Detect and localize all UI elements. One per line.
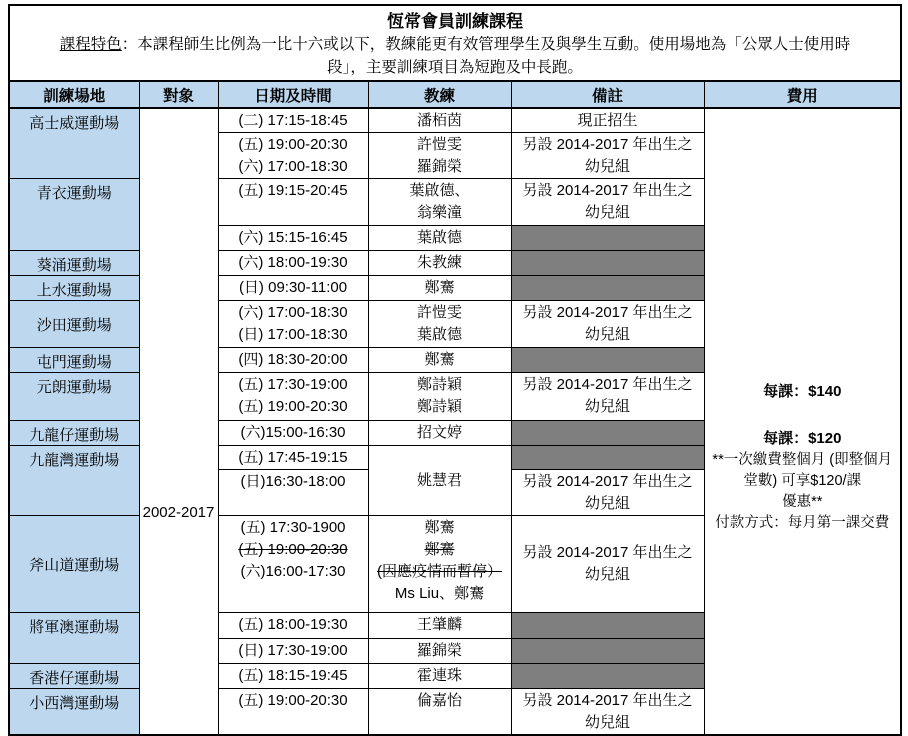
remark-cell-unavailable [511,251,704,276]
coach-name: 鄭騫 [424,519,455,536]
coach-cell [368,613,511,639]
venue-cell [9,108,139,179]
remark-text: 另設 2014-2017 年出生之 [522,692,693,709]
venue-cell [9,664,139,689]
remark-text: 另設 2014-2017 年出生之 [522,376,693,393]
remark-cell [511,689,704,736]
fee-discount-note: **一次繳費整個月 (即整個月 [712,452,893,468]
coach-name: 鄭騫 [424,279,455,296]
target-group-value: 2002-2017 [142,504,215,521]
coach-cell [368,664,511,689]
column-header-target: 對象 [139,81,218,108]
remark-text: 幼兒組 [584,495,630,512]
venue-cell [9,516,139,613]
fee-price-120: 每課：$120 [763,430,842,447]
time-text: (五) 17:30-19:00 [238,376,348,393]
column-header-fee: 費用 [704,81,901,108]
remark-cell-unavailable [511,276,704,301]
fee-discount-note: 堂數) 可享$120/課 [743,473,862,489]
venue-name: 葵涌運動場 [36,257,112,274]
remark-cell-unavailable [511,664,704,689]
coach-name: 潘栢茵 [416,112,462,129]
time-text: (日) 17:30-19:00 [238,642,348,659]
remark-cell-unavailable [511,421,704,446]
time-cell [218,613,368,639]
fee-payment-note: 付款方式：每月第一課交費 [715,515,890,531]
time-text: (六) 18:00-19:30 [238,254,348,271]
time-text: (五) 19:00-20:30 [238,398,348,415]
venue-cell [9,421,139,446]
fee-price-140: 每課：$140 [763,383,842,400]
time-text: (五) 19:00-20:30 [238,541,348,558]
venue-name: 香港仔運動場 [29,670,120,687]
time-cell [218,421,368,446]
time-text: (日)16:30-18:00 [240,473,346,490]
coach-cell [368,689,511,736]
remark-cell [511,373,704,421]
remark-text: 幼兒組 [584,714,630,731]
title-row [9,5,901,32]
coach-name: 翁樂潼 [416,204,462,221]
time-cell [218,133,368,179]
time-text: (日) 17:00-18:30 [238,326,348,343]
column-header-venue: 訓練場地 [9,81,139,108]
venue-cell [9,348,139,373]
fee-cell [704,108,901,735]
coach-name: 倫嘉怡 [416,692,462,709]
remark-text: 幼兒組 [584,158,630,175]
remark-text: 幼兒組 [584,398,630,415]
remark-cell-unavailable [511,348,704,373]
fee-discount-note: 優惠** [782,494,823,510]
venue-cell [9,251,139,276]
time-cell [218,276,368,301]
description-text-1: ：本課程師生比例為一比十六或以下，教練能更有效管理學生及與學生互動。使用場地為「公眾人士使用時 [121,36,851,53]
target-group-cell [139,108,218,735]
remark-cell [511,133,704,179]
coach-name: 許愷雯 [416,304,462,321]
remark-cell [511,108,704,133]
time-cell [218,664,368,689]
coach-name: 招文婷 [416,424,462,441]
description-line-2: 段」，主要訓練項目為短跑及中長跑。 [327,59,583,76]
venue-name: 青衣運動場 [36,185,112,202]
coach-name: 許愷雯 [416,136,462,153]
coach-cell [368,421,511,446]
time-cell [218,639,368,664]
venue-cell [9,301,139,348]
coach-cell [368,639,511,664]
remark-text: 幼兒組 [584,326,630,343]
venue-name: 九龍仔運動場 [29,427,120,444]
time-cell [218,348,368,373]
time-text: (六) 17:00-18:30 [238,158,348,175]
time-text: (六)16:00-17:30 [240,563,346,580]
coach-cell [368,108,511,133]
coach-name: 葉啟德 [416,326,462,343]
remark-cell [511,516,704,613]
remark-cell-unavailable [511,226,704,251]
venue-name: 沙田運動場 [36,316,112,334]
venue-cell [9,179,139,251]
coach-cell [368,301,511,348]
remark-text: 另設 2014-2017 年出生之 [522,544,693,561]
coach-cell [368,373,511,421]
time-text: (五) 17:45-19:15 [238,449,348,466]
time-text: (六) 15:15-16:45 [238,229,348,246]
coach-name: 鄭詩穎 [416,376,462,393]
time-text: (日) 09:30-11:00 [238,279,348,296]
time-cell [218,470,368,516]
fee-gap [705,403,901,428]
column-header-coach: 教練 [368,81,511,108]
coach-name: 葉啟德、 [409,182,470,199]
time-cell [218,373,368,421]
description-line-1 [10,33,900,56]
venue-cell [9,689,139,736]
venue-cell [9,373,139,421]
remark-text: 另設 2014-2017 年出生之 [522,182,693,199]
coach-cell [368,276,511,301]
column-header-datetime: 日期及時間 [218,81,368,108]
time-text: (五) 18:15-19:45 [238,667,348,684]
time-text: (四) 18:30-20:00 [238,351,348,368]
remark-cell [511,301,704,348]
venue-name: 斧山道運動場 [29,556,120,574]
time-cell [218,251,368,276]
time-cell [218,301,368,348]
venue-cell [9,613,139,664]
description-row [9,32,901,81]
coach-cell [368,516,511,613]
coach-name: 鄭騫 [424,351,455,368]
time-text: (六) 17:00-18:30 [238,304,348,321]
time-cell [218,446,368,470]
remark-cell-unavailable [511,613,704,639]
remark-text: 另設 2014-2017 年出生之 [522,304,693,321]
coach-name: 羅錦榮 [416,642,462,659]
remark-cell-unavailable [511,639,704,664]
remark-text: 現正招生 [577,112,638,129]
coach-name: Ms Liu、鄭騫 [394,585,485,602]
coach-name: 霍連珠 [416,667,462,684]
remark-cell-unavailable [511,446,704,470]
coach-cell [368,133,511,179]
coach-cell [368,348,511,373]
coach-name: 葉啟德 [416,229,462,246]
time-text: (六)15:00-16:30 [240,424,346,441]
coach-name: (因應疫情而暫停） [377,563,502,580]
table-row [9,108,901,133]
remark-text: 幼兒組 [584,566,630,583]
time-text: (五) 18:00-19:30 [238,616,348,633]
coach-cell [368,251,511,276]
course-description [9,32,901,81]
coach-cell [368,179,511,226]
coach-name: 鄭詩穎 [416,398,462,415]
coach-cell [368,446,511,516]
time-cell [218,108,368,133]
column-header-remarks: 備註 [511,81,704,108]
time-cell [218,689,368,736]
coach-name: 鄭騫 [424,541,455,558]
coach-name: 姚慧君 [416,471,462,489]
coach-name: 王肇麟 [416,616,462,633]
time-text: (五) 19:00-20:30 [238,136,348,153]
remark-cell [511,179,704,226]
venue-cell [9,276,139,301]
header-row [9,81,901,108]
course-schedule-table [8,4,902,736]
remark-text: 另設 2014-2017 年出生之 [522,473,693,490]
remark-text: 幼兒組 [584,204,630,221]
time-text: (五) 17:30-1900 [240,519,346,536]
coach-name: 羅錦榮 [416,158,462,175]
time-text: (二) 17:15-18:45 [238,112,348,129]
venue-name: 九龍灣運動場 [29,452,120,469]
time-text: (五) 19:00-20:30 [238,692,348,709]
venue-name: 小西灣運動場 [29,695,120,712]
venue-cell [9,446,139,516]
remark-text: 另設 2014-2017 年出生之 [522,136,693,153]
venue-name: 元朗運動場 [36,379,112,396]
coach-cell [368,226,511,251]
description-label: 課程特色 [59,36,122,53]
page-title: 恆常會員訓練課程 [9,5,901,32]
venue-name: 將軍澳運動場 [29,619,120,636]
remark-cell [511,470,704,516]
time-cell [218,226,368,251]
time-cell [218,516,368,613]
coach-name: 朱教練 [416,254,462,271]
time-cell [218,179,368,226]
venue-name: 高士威運動場 [29,115,120,132]
venue-name: 屯門運動場 [36,354,112,371]
time-text: (五) 19:15-20:45 [238,182,348,199]
venue-name: 上水運動場 [36,282,112,299]
fee-content [705,381,901,534]
